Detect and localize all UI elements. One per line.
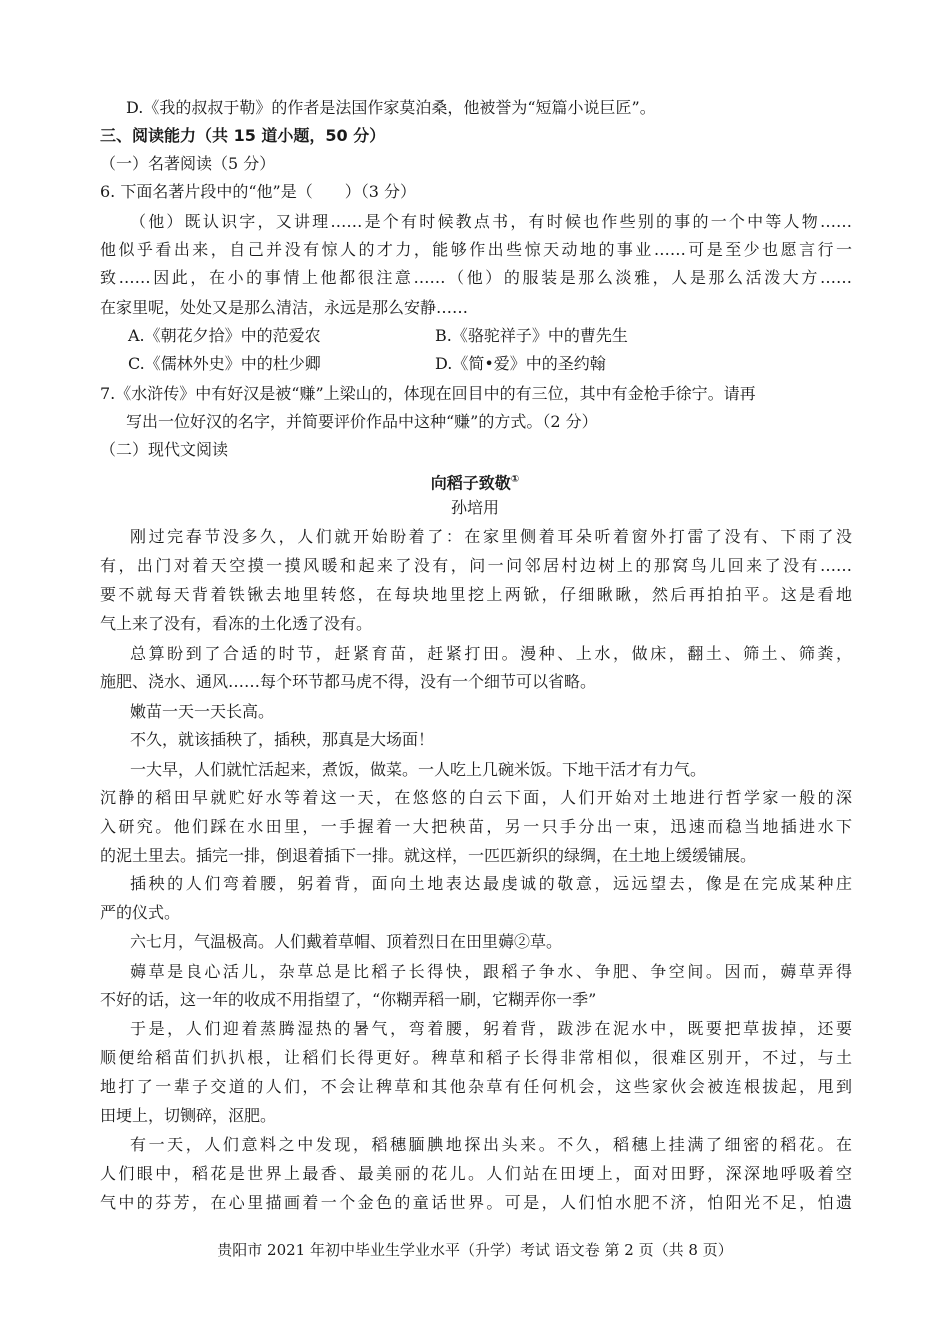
article-line: 一大早，人们就忙活起来，煮饭，做菜。一人吃上几碗米饭。下地干活才有力气。 — [130, 760, 707, 779]
article-line: 气上来了没有，看冻的土化透了没有。 — [100, 614, 373, 633]
article-line: 施肥、浇水、通风……每个环节都马虎不得，没有一个细节可以省略。 — [100, 672, 597, 691]
article-line: 入研究。他们踩在水田里，一手握着一大把秧苗，另一只手分出一束，迅速而稳当地插进水下 — [100, 817, 852, 836]
question-7-line: 写出一位好汉的名字，并简要评价作品中这种“赚”的方式。（2 分） — [126, 412, 598, 431]
article-line: 有，出门对着天空摸一摸风暖和起来了没有，问一问邻居村边树上的那窝鸟儿回来了没有…… — [100, 556, 852, 575]
article-line: 薅草是良心活儿，杂草总是比稻子长得快，跟稻子争水、争肥、争空间。因而，薅草弄得 — [130, 962, 852, 981]
article-line: 插秧的人们弯着腰，躬着背，面向土地表达最虔诚的敬意，远远望去，像是在完成某种庄 — [130, 874, 852, 893]
question-7-line: 7.《水浒传》中有好汉是被“赚”上梁山的，体现在回目中的有三位，其中有金枪手徐宁。请再 — [100, 384, 756, 403]
option-b: B.《骆驼祥子》中的曹先生 — [435, 326, 628, 345]
article-line: 嫩苗一天一天长高。 — [130, 702, 275, 721]
article-line: 的泥土里去。插完一排，倒退着插下一排。就这样，一匹匹新织的绿绸，在土地上缓缓铺展。 — [100, 846, 757, 865]
article-line: 于是，人们迎着蒸腾湿热的暑气，弯着腰，躬着背，跋涉在泥水中，既要把草拔掉，还要 — [130, 1019, 852, 1038]
q6-options-row — [0, 352, 950, 376]
article-line: 顺便给稻苗们扒扒根，让稻们长得更好。稗草和稻子长得非常相似，很难区别开，不过，与土 — [100, 1048, 852, 1067]
option-d-line: D.《我的叔叔于勒》的作者是法国作家莫泊桑，他被誉为“短篇小说巨匠”。 — [126, 98, 656, 117]
article-author: 孙培用 — [450, 498, 499, 517]
q6-options-row — [0, 324, 950, 348]
article-line: 刚过完春节没多久，人们就开始盼着了：在家里侧着耳朵听着窗外打雷了没有、下雨了没 — [130, 527, 852, 546]
part1-title: （一）名著阅读（5 分） — [100, 154, 276, 173]
section-heading: 三、阅读能力（共 15 道小题，50 分） — [100, 126, 386, 145]
option-c: C.《儒林外史》中的杜少卿 — [128, 354, 321, 373]
option-d: D.《简•爱》中的圣约翰 — [435, 354, 606, 373]
article-line: 不久，就该插秧了，插秧，那真是大场面！ — [130, 730, 435, 749]
article-line: 不好的话，这一年的收成不用指望了，“你糊弄稻一刷，它糊弄你一季” — [100, 990, 597, 1009]
option-a: A.《朝花夕拾》中的范爱农 — [128, 326, 321, 345]
footnote-marker: ① — [510, 474, 520, 485]
article-line: 总算盼到了合适的时节，赶紧育苗，赶紧打田。漫种、上水，做床，翻土、筛土、筛粪， — [130, 644, 852, 663]
q6-excerpt-line: 在家里呢，处处又是那么清洁，永远是那么安静…… — [100, 298, 469, 317]
part2-title: （二）现代文阅读 — [100, 440, 229, 459]
article-line: 地打了一辈子交道的人们，不会让稗草和其他杂草有任何机会，这些家伙会被连根拔起，甩到 — [100, 1077, 852, 1096]
article-line: 严的仪式。 — [100, 903, 181, 922]
page-footer: 贵阳市 2021 年初中毕业生学业水平（升学）考试 语文卷 第 2 页（共 8 页） — [217, 1241, 733, 1259]
article-line: 有一天，人们意料之中发现，稻穗腼腆地探出头来。不久，稻穗上挂满了细密的稻花。在 — [130, 1135, 852, 1154]
article-line: 气中的芬芳，在心里描画着一个金色的童话世界。可是，人们怕水肥不济，怕阳光不足，怕遗 — [100, 1193, 852, 1212]
q6-excerpt-line: 他似乎看出来，自己并没有惊人的才力，能够作出些惊天动地的事业……可是至少也愿言行一 — [100, 240, 852, 259]
article-line: 田埂上，切铡碎，沤肥。 — [100, 1106, 277, 1125]
article-line: 人们眼中，稻花是世界上最香、最美丽的花儿。人们站在田埂上，面对田野，深深地呼吸着空 — [100, 1164, 852, 1183]
article-line: 要不就每天背着铁锹去地里转悠，在每块地里挖上两锨，仔细瞅瞅，然后再拍拍平。这是看地 — [100, 585, 852, 604]
article-line: 六七月，气温极高。人们戴着草帽、顶着烈日在田里薅②草。 — [130, 932, 563, 951]
article-title: 向稻子致敬① — [430, 473, 520, 493]
q6-excerpt-line: （他）既认识字，又讲理……是个有时候教点书，有时候也作些别的事的一个中等人物…… — [130, 212, 852, 231]
q6-excerpt-line: 致……因此，在小的事情上他都很注意……（他）的服装是那么淡雅，人是那么活泼大方…… — [100, 268, 852, 287]
question-6-stem: 6. 下面名著片段中的“他”是（ ）（3 分） — [100, 182, 416, 201]
article-line: 沉静的稻田早就贮好水等着这一天，在悠悠的白云下面，人们开始对土地进行哲学家一般的深 — [100, 788, 852, 807]
